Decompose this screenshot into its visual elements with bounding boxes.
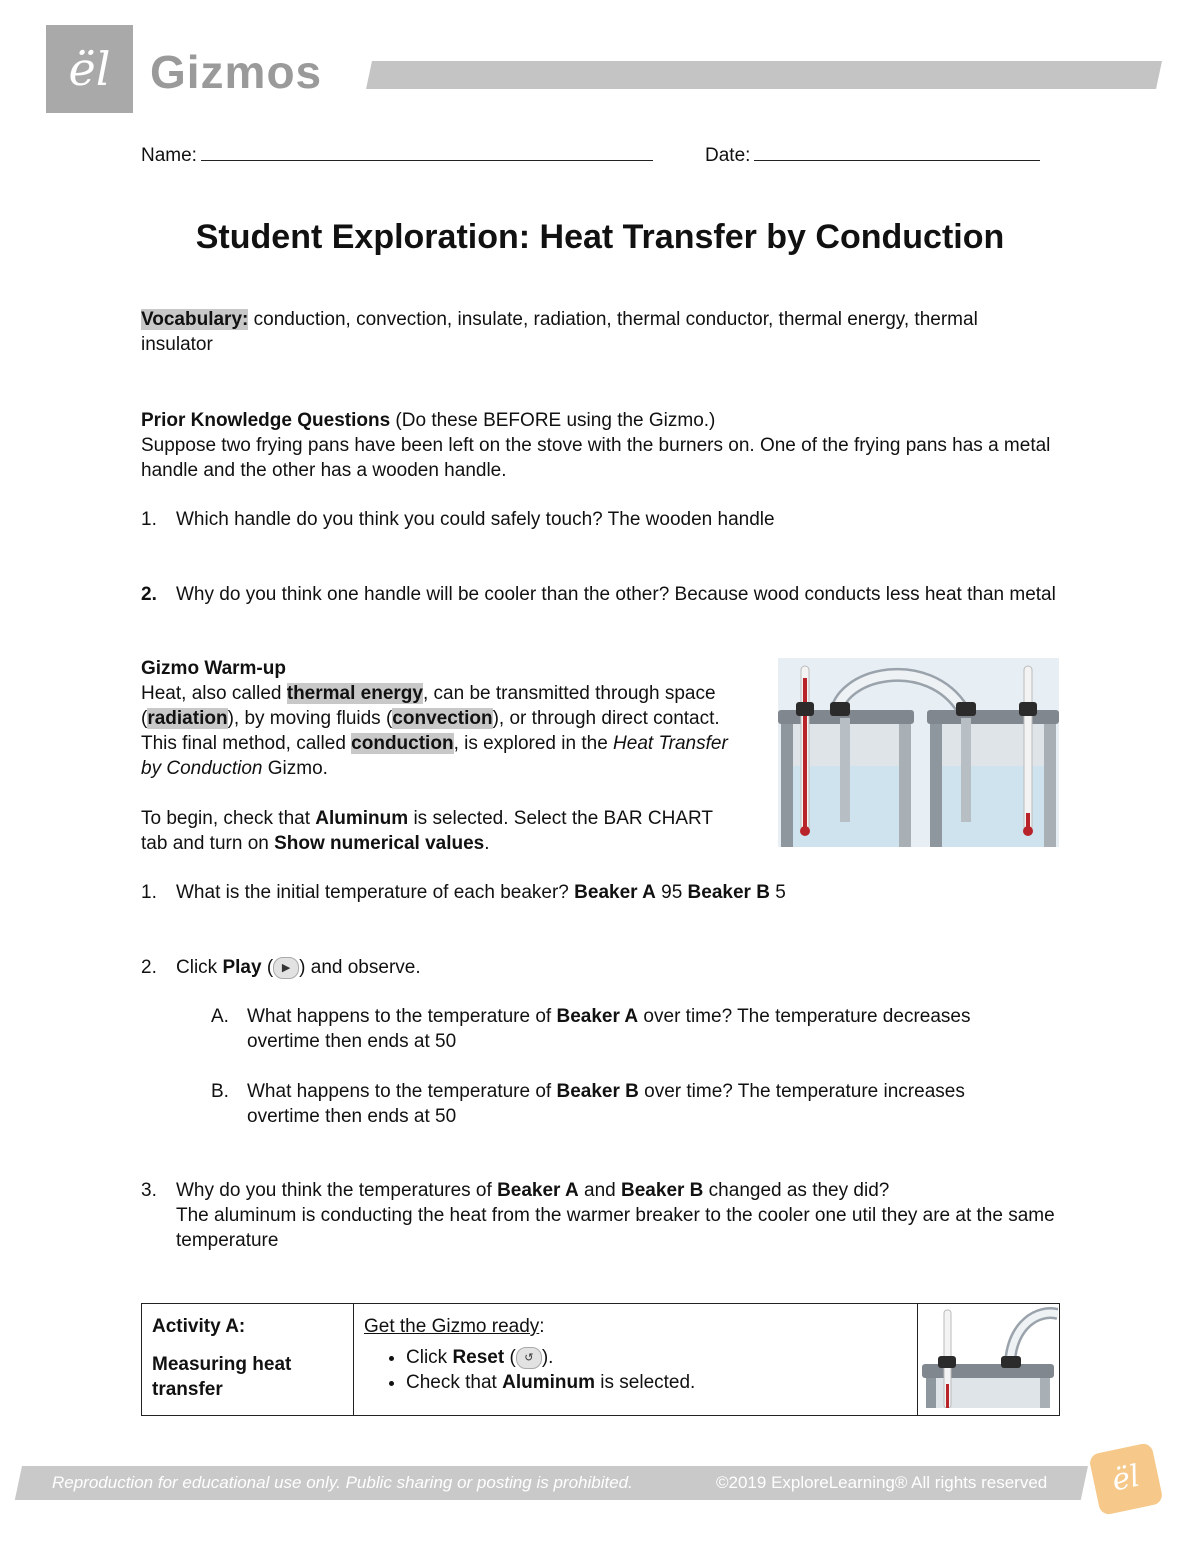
question-number: 3. [141, 1180, 157, 1201]
prior-question-1 [141, 507, 1061, 532]
answer-text: The aluminum is conducting the heat from the warmer breaker to the cooler one util they are at the same temperature [176, 1205, 1055, 1251]
text: Click [176, 957, 223, 978]
text: ), or through direct contact. This final method, called [141, 708, 720, 754]
page-title: Student Exploration: Heat Transfer by Conduction [195, 218, 1005, 256]
text: over time? The temperature increases overtime then ends at 50 [247, 1081, 965, 1127]
brand-name: Gizmos [150, 46, 323, 98]
warmup-question-2a [211, 1004, 981, 1054]
activity-image-cell [918, 1304, 1060, 1416]
date-field [705, 143, 1040, 168]
text: and [578, 1180, 622, 1201]
header-bar [366, 61, 1162, 89]
text: ). [541, 1347, 554, 1368]
name-blank [201, 144, 653, 161]
warmup-question-1 [141, 880, 1061, 905]
text: Why do you think the temperatures of [176, 1180, 498, 1201]
date-label: Date: [705, 145, 751, 166]
activity-label: Activity A: [152, 1316, 246, 1337]
play-icon: ▶ [273, 957, 299, 979]
text: changed as they did? [703, 1180, 890, 1201]
text: , can be transmitted through space ( [141, 683, 716, 729]
question-number: 2. [141, 957, 157, 978]
text: Click [406, 1347, 453, 1368]
footer-logo: ël [1088, 1442, 1163, 1516]
name-label: Name: [141, 145, 197, 166]
text: Heat, also called [141, 683, 287, 704]
question-number: 1. [141, 882, 157, 903]
play-label: Play [222, 957, 262, 978]
warmup-question-2 [141, 955, 1061, 980]
term-radiation: radiation [147, 708, 228, 729]
list-item [406, 1370, 907, 1395]
warmup-paragraph-2 [141, 806, 741, 856]
text: What happens to the temperature of [247, 1081, 557, 1102]
prior-note: (Do these BEFORE using the Gizmo.) [390, 410, 716, 431]
beaker-a-label: Beaker A [574, 882, 656, 903]
question-letter: A. [211, 1006, 229, 1027]
activity-instructions-cell [354, 1304, 918, 1416]
beaker-a-label: Beaker A [556, 1006, 639, 1027]
term-convection: convection [392, 708, 493, 729]
beaker-b-label: Beaker B [621, 1180, 704, 1201]
question-letter: B. [211, 1081, 229, 1102]
reset-label: Reset [452, 1347, 505, 1368]
beaker-a-value: 95 [655, 882, 688, 903]
reset-icon: ↺ [516, 1347, 542, 1369]
instruction-list [364, 1345, 907, 1395]
footer-notice: Reproduction for educational use only. Public sharing or posting is prohibited. [52, 1473, 633, 1492]
date-blank [754, 144, 1040, 161]
text: What happens to the temperature of [247, 1006, 557, 1027]
beaker-b-label: Beaker B [556, 1081, 639, 1102]
prior-intro: Suppose two frying pans have been left on the stove with the burners on. One of the frying pans has a metal handle and the other has a wooden handle. [141, 435, 1051, 481]
activity-table [141, 1303, 1060, 1416]
beaker-b-label: Beaker B [687, 882, 770, 903]
term-conduction: conduction [351, 733, 454, 754]
list-item [406, 1345, 907, 1370]
activity-name: Measuring heat transfer [152, 1354, 292, 1400]
term-aluminum: Aluminum [315, 808, 409, 829]
text: , is explored in the [453, 733, 614, 754]
footer-copyright: ©2019 ExploreLearning® All rights reserved [716, 1473, 1048, 1492]
text: ( [261, 957, 274, 978]
question-number: 2. [141, 584, 157, 605]
text: ) and observe. [299, 957, 421, 978]
text: is selected. [595, 1372, 696, 1393]
warmup-section [141, 656, 741, 856]
vocabulary [141, 307, 1041, 357]
text: ( [504, 1347, 516, 1368]
question-number: 1. [141, 509, 157, 530]
text: is selected. Select the BAR CHART tab and turn on [141, 808, 713, 854]
warmup-question-2b [211, 1079, 981, 1129]
prior-question-2 [141, 582, 1061, 607]
text: . [484, 833, 490, 854]
term-show-values: Show numerical values [274, 833, 485, 854]
warmup-heading: Gizmo Warm-up [141, 658, 286, 679]
activity-label-cell [142, 1304, 354, 1416]
beaker-a-label: Beaker A [497, 1180, 579, 1201]
vocabulary-text: conduction, convection, insulate, radiation, thermal conductor, thermal energy, thermal insulator [141, 309, 978, 355]
beaker-b-value: 5 [769, 882, 786, 903]
name-field [141, 143, 653, 168]
text: : [539, 1316, 545, 1337]
question-text: Why do you think one handle will be cooler than the other? Because wood conducts less heat than metal [176, 584, 1056, 605]
text: To begin, check that [141, 808, 316, 829]
ready-heading: Get the Gizmo ready [364, 1316, 540, 1337]
gizmo-name: Heat Transfer by Conduction [141, 733, 728, 779]
question-text: What is the initial temperature of each beaker? [176, 882, 575, 903]
text: Check that [406, 1372, 503, 1393]
beakers-illustration [778, 658, 1059, 847]
question-text: Which handle do you think you could safely touch? The wooden handle [176, 509, 775, 530]
beaker-thumbnail [918, 1304, 1058, 1408]
prior-heading: Prior Knowledge Questions [141, 410, 391, 431]
text: Gizmo. [262, 758, 328, 779]
text: ), by moving fluids ( [227, 708, 393, 729]
term-thermal-energy: thermal energy [286, 683, 423, 704]
gizmos-logo: ël [46, 25, 133, 113]
warmup-paragraph-1 [141, 681, 741, 781]
vocabulary-label: Vocabulary: [141, 309, 249, 330]
text: over time? The temperature decreases overtime then ends at 50 [247, 1006, 971, 1052]
term-aluminum: Aluminum [502, 1372, 595, 1393]
prior-knowledge-section [141, 408, 1066, 483]
warmup-question-3 [141, 1178, 1066, 1253]
